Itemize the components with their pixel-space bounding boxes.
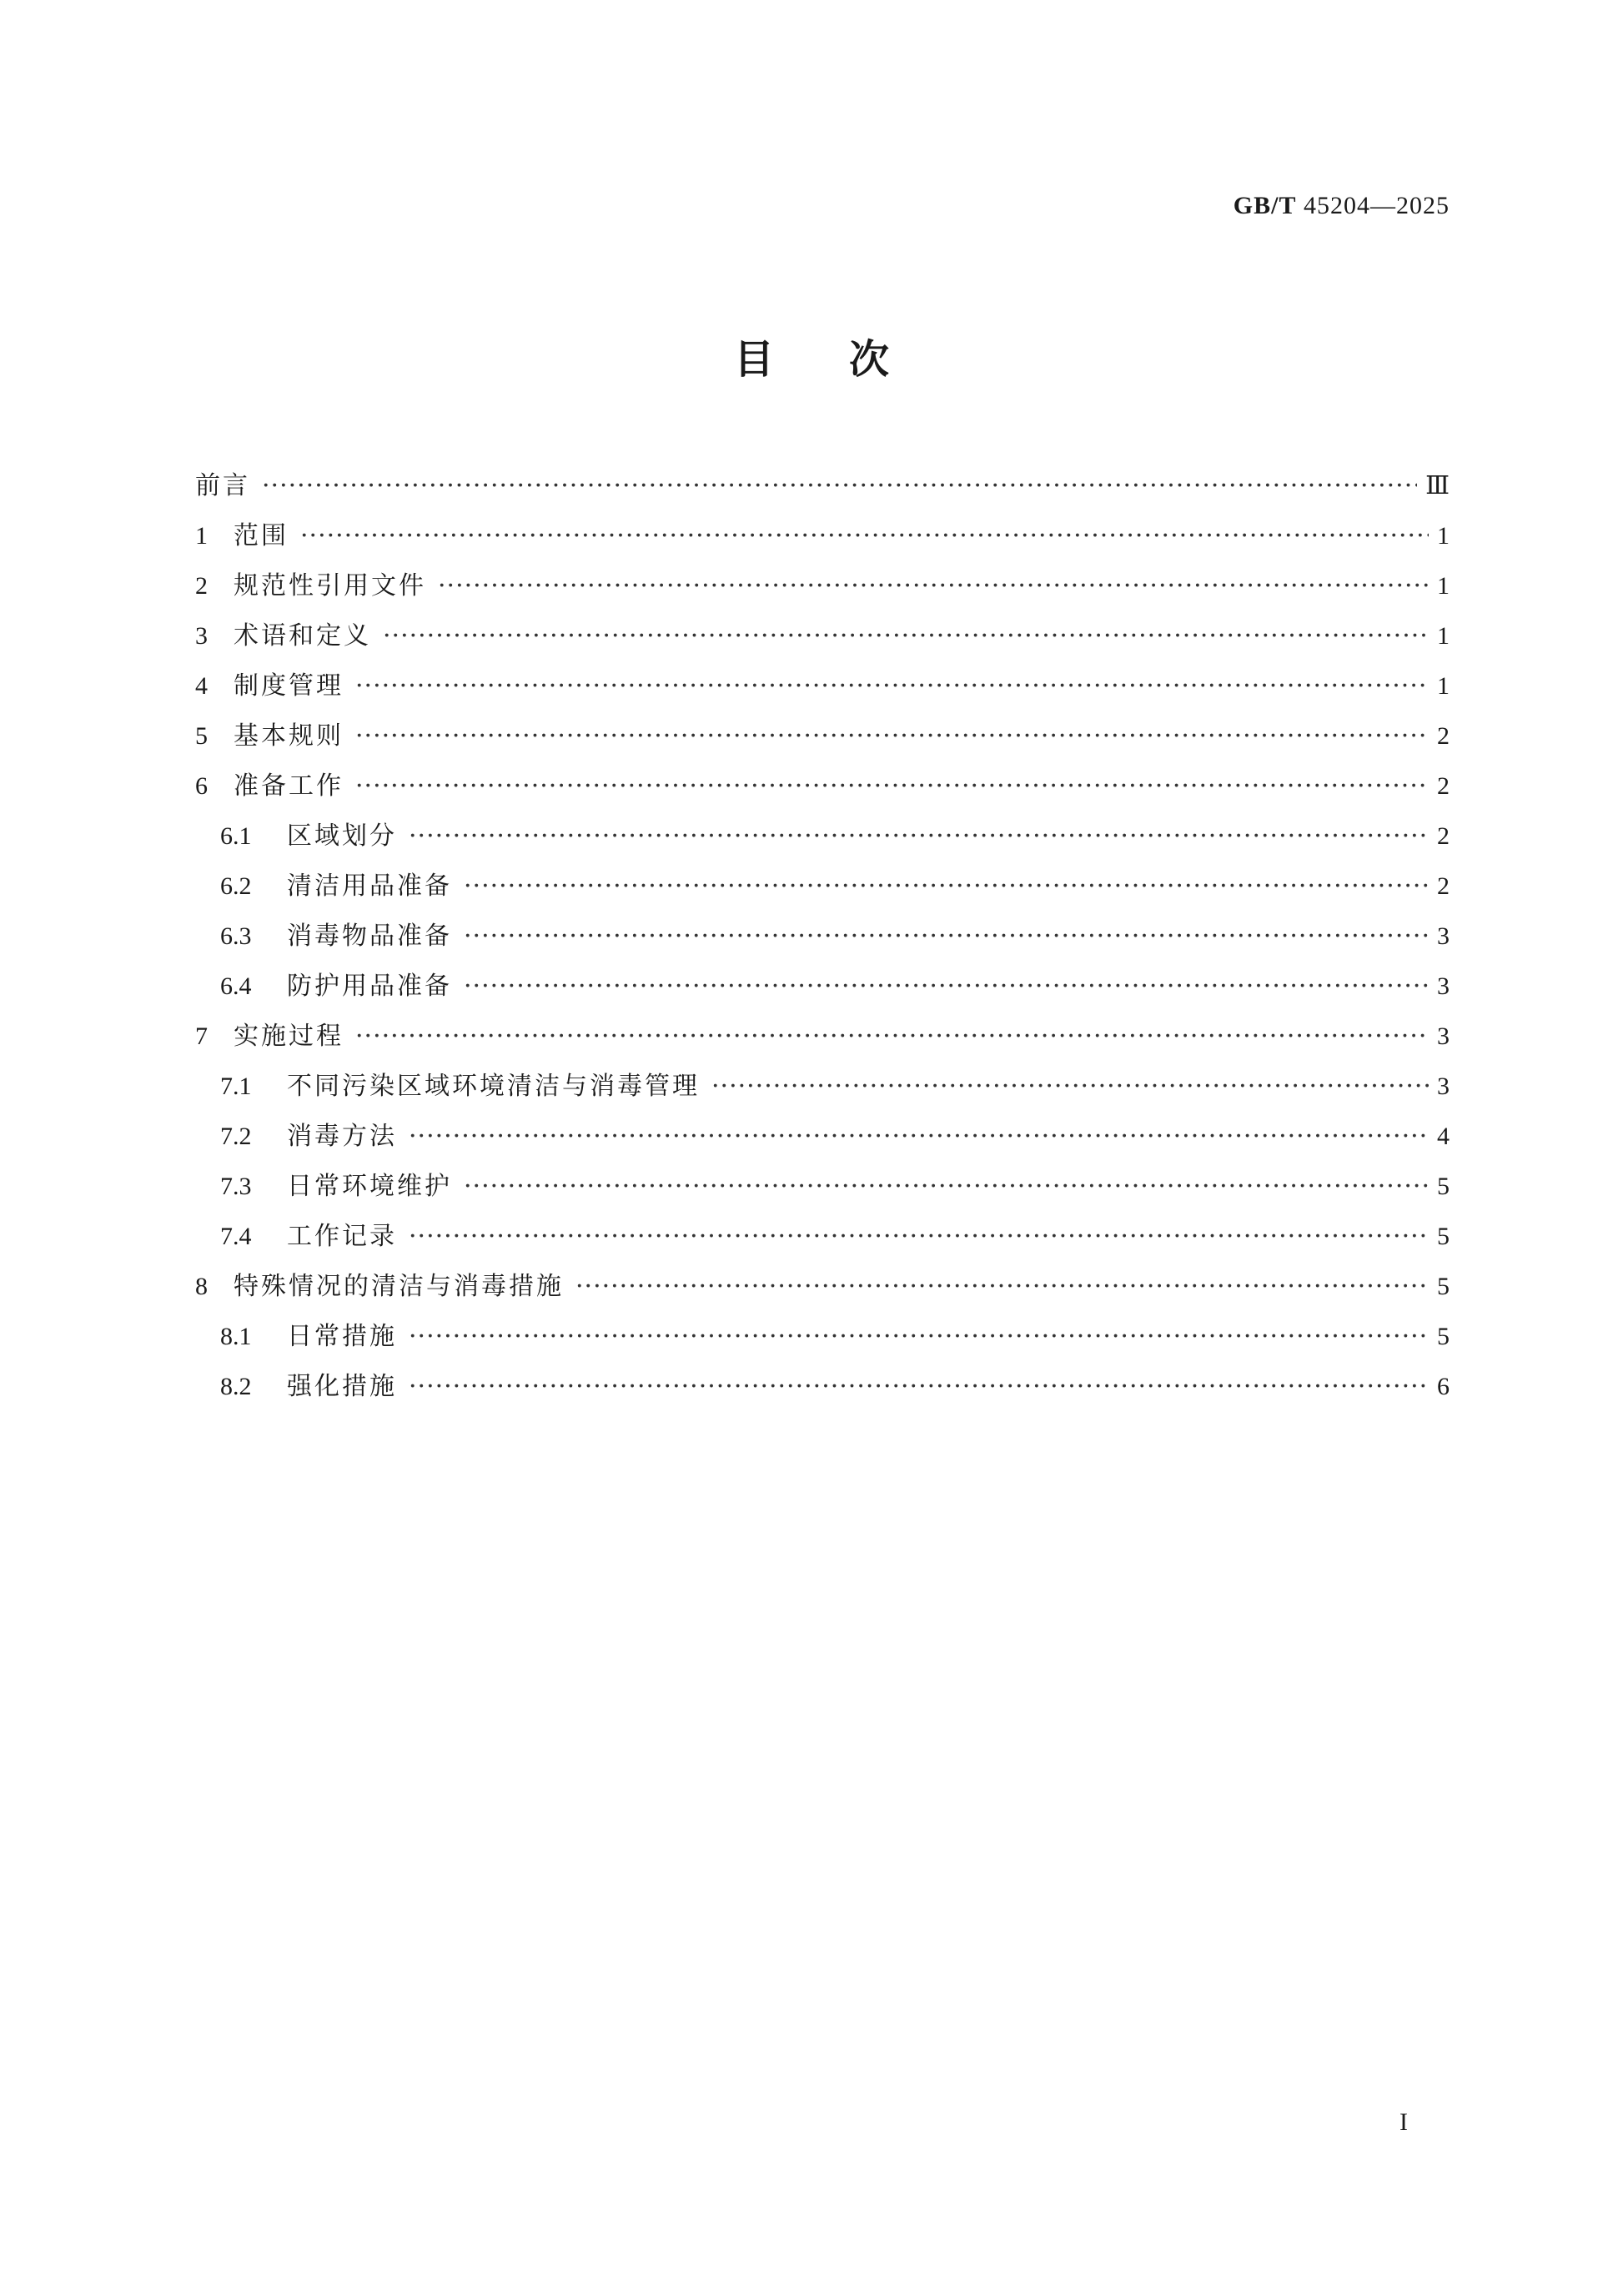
toc-entry-label: 特殊情况的清洁与消毒措施 xyxy=(234,1272,564,1301)
toc-entry[interactable] xyxy=(195,862,1450,912)
toc-leader-dots xyxy=(464,962,1429,1012)
toc-leader-dots xyxy=(464,1162,1429,1212)
toc-entry-label: 制度管理 xyxy=(234,671,344,701)
toc-entry-number: 6.3 xyxy=(220,922,252,950)
toc-entry-label: 前言 xyxy=(195,471,250,500)
toc-entry[interactable] xyxy=(195,661,1450,711)
toc-entry-page: 2 xyxy=(1437,822,1450,850)
toc-entry[interactable] xyxy=(195,711,1450,761)
toc-entry-number: 3 xyxy=(195,622,208,650)
toc-entry-page: 1 xyxy=(1437,572,1450,600)
toc-leader-dots xyxy=(355,661,1429,711)
toc-entry-page: Ⅲ xyxy=(1425,472,1450,500)
toc-entry[interactable] xyxy=(195,811,1450,862)
toc-entry-page: 1 xyxy=(1437,522,1450,550)
toc-entry-label: 规范性引用文件 xyxy=(234,571,426,600)
toc-entry-label: 清洁用品准备 xyxy=(287,872,452,901)
standard-number: 45204—2025 xyxy=(1304,192,1450,219)
toc-leader-dots xyxy=(409,1312,1429,1362)
toc-leader-dots xyxy=(300,511,1429,561)
toc-entry[interactable] xyxy=(195,1312,1450,1362)
toc-entry-number: 4 xyxy=(195,672,208,700)
toc-leader-dots xyxy=(409,811,1429,862)
toc-entry-label: 防护用品准备 xyxy=(287,972,452,1001)
toc-entry-label: 不同污染区域环境清洁与消毒管理 xyxy=(287,1072,700,1101)
toc-entry-page: 5 xyxy=(1437,1323,1450,1350)
toc-entry-number: 6.4 xyxy=(220,972,252,1000)
toc-entry-number: 6.2 xyxy=(220,872,252,900)
toc-entry-number: 7.3 xyxy=(220,1173,252,1200)
toc-leader-dots xyxy=(464,862,1429,912)
toc-entry-label: 消毒物品准备 xyxy=(287,922,452,951)
toc-leader-dots xyxy=(355,1012,1429,1062)
toc-entry[interactable] xyxy=(195,1062,1450,1112)
toc-entry-label: 范围 xyxy=(234,521,289,550)
toc-entry-page: 4 xyxy=(1437,1123,1450,1150)
toc-entry-page: 2 xyxy=(1437,722,1450,750)
toc-leader-dots xyxy=(355,761,1429,811)
toc-leader-dots xyxy=(262,461,1417,511)
toc-entry-number: 2 xyxy=(195,572,208,600)
toc-entry[interactable] xyxy=(195,1112,1450,1162)
toc-leader-dots xyxy=(438,561,1429,611)
toc-leader-dots xyxy=(409,1212,1429,1262)
toc-entry[interactable] xyxy=(195,1012,1450,1062)
standard-code xyxy=(1234,192,1450,220)
toc-entry-number: 8.2 xyxy=(220,1373,252,1400)
toc-entry-page: 1 xyxy=(1437,622,1450,650)
toc-entry-page: 6 xyxy=(1437,1373,1450,1400)
toc-entry[interactable] xyxy=(195,1162,1450,1212)
toc-entry-label: 准备工作 xyxy=(234,771,344,801)
toc-entry-number: 7.2 xyxy=(220,1123,252,1150)
toc-entry-label: 强化措施 xyxy=(287,1372,397,1401)
toc-entry-page: 5 xyxy=(1437,1273,1450,1300)
toc-entry[interactable] xyxy=(195,461,1450,511)
footer-page-number: I xyxy=(1399,2108,1408,2136)
toc-entry-label: 区域划分 xyxy=(287,821,397,851)
toc-entry[interactable] xyxy=(195,611,1450,661)
toc-entry-page: 2 xyxy=(1437,872,1450,900)
toc-entry-page: 5 xyxy=(1437,1173,1450,1200)
toc-entry-page: 3 xyxy=(1437,972,1450,1000)
toc-leader-dots xyxy=(711,1062,1429,1112)
toc-entry-page: 3 xyxy=(1437,1073,1450,1100)
toc-entry-page: 3 xyxy=(1437,1022,1450,1050)
toc-entry[interactable] xyxy=(195,1362,1450,1412)
toc-leader-dots xyxy=(409,1362,1429,1412)
page-title: 目次 xyxy=(733,336,964,383)
toc-leader-dots xyxy=(464,912,1429,962)
toc-entry-number: 8.1 xyxy=(220,1323,252,1350)
standard-prefix: GB/T xyxy=(1233,192,1297,219)
toc-entry-number: 5 xyxy=(195,722,208,750)
toc-entry[interactable] xyxy=(195,561,1450,611)
toc-entry-label: 日常环境维护 xyxy=(287,1172,452,1201)
toc-entry[interactable] xyxy=(195,761,1450,811)
toc-entry-page: 2 xyxy=(1437,772,1450,800)
toc-entry-number: 7.1 xyxy=(220,1073,252,1100)
toc-entry-number: 8 xyxy=(195,1273,208,1300)
toc-entry-number: 1 xyxy=(195,522,208,550)
toc-entry-number: 6.1 xyxy=(220,822,252,850)
toc-entry-label: 工作记录 xyxy=(287,1222,397,1251)
toc-entry-page: 5 xyxy=(1437,1223,1450,1250)
toc-entry[interactable] xyxy=(195,1212,1450,1262)
toc-entry-label: 日常措施 xyxy=(287,1322,397,1351)
toc-entry[interactable] xyxy=(195,912,1450,962)
toc-entry-number: 6 xyxy=(195,772,208,800)
toc-entry-number: 7 xyxy=(195,1022,208,1050)
toc-entry-page: 3 xyxy=(1437,922,1450,950)
toc-entry-label: 实施过程 xyxy=(234,1022,344,1051)
toc-entry[interactable] xyxy=(195,962,1450,1012)
toc-leader-dots xyxy=(409,1112,1429,1162)
toc-leader-dots xyxy=(355,711,1429,761)
toc-entry-page: 1 xyxy=(1437,672,1450,700)
toc-entry-number: 7.4 xyxy=(220,1223,252,1250)
table-of-contents xyxy=(195,461,1450,1412)
toc-entry-label: 基本规则 xyxy=(234,721,344,751)
toc-leader-dots xyxy=(575,1262,1429,1312)
toc-leader-dots xyxy=(383,611,1429,661)
toc-entry-label: 消毒方法 xyxy=(287,1122,397,1151)
toc-entry[interactable] xyxy=(195,511,1450,561)
toc-entry[interactable] xyxy=(195,1262,1450,1312)
toc-entry-label: 术语和定义 xyxy=(234,621,371,651)
